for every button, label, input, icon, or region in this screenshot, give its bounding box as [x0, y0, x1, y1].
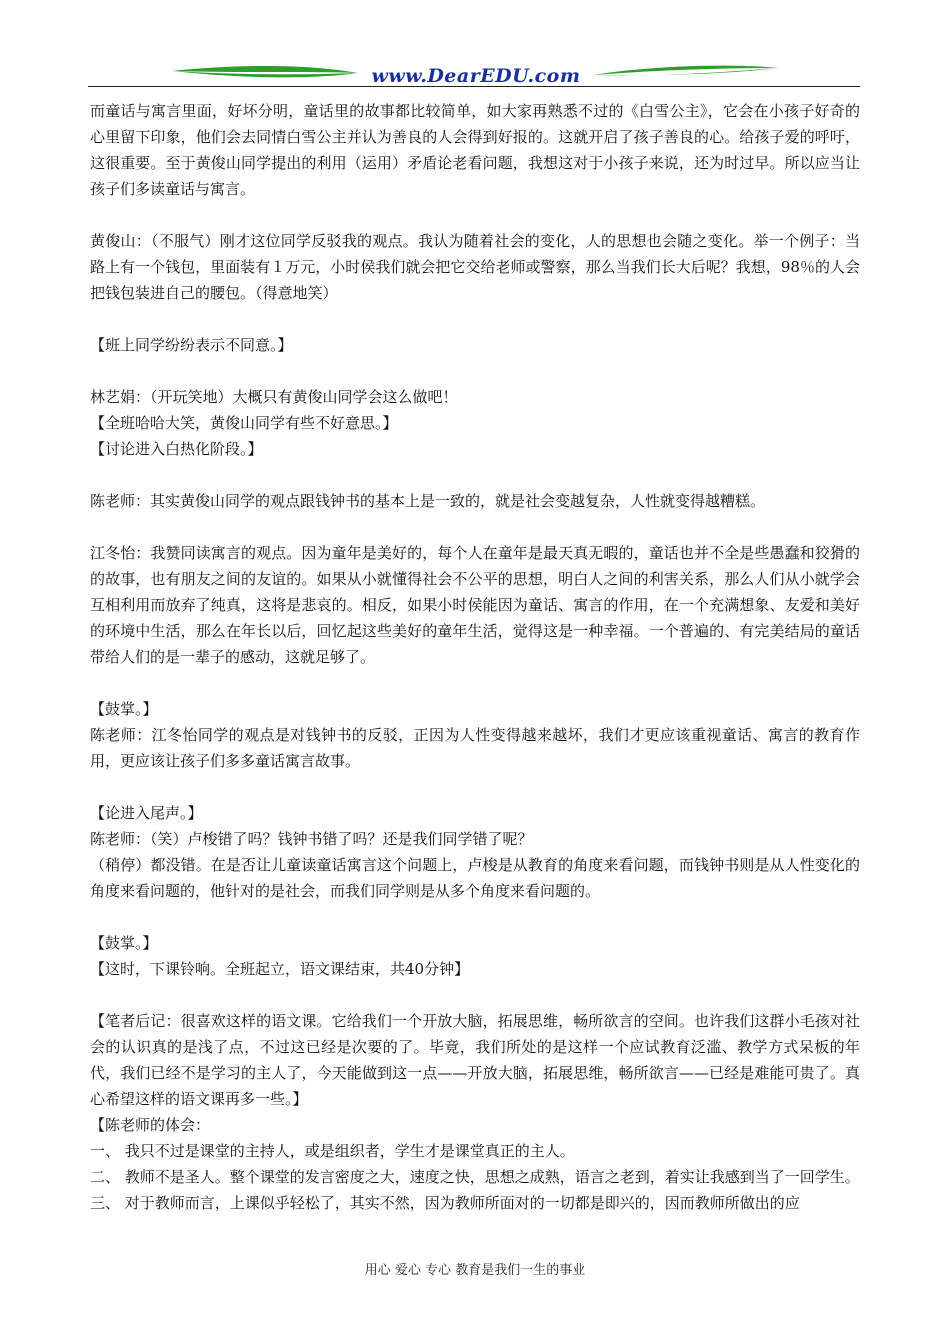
paragraph-gap [90, 202, 860, 228]
paragraph: 而童话与寓言里面，好坏分明，童话里的故事都比较简单，如大家再熟悉不过的《白雪公主》，它会在小孩子好奇的心里留下印象，他们会去同情白雪公主并认为善良的人会得到好报的。这就开启了孩子善良的心。给孩子爱的呼吁，这很重要。至于黄俊山同学提出的利用（运用）矛盾论老看问题，我想这对于小孩子来说，还为时过早。所以应当让孩子们多读童话与寓言。 [90, 102, 860, 198]
article-body [90, 98, 860, 1216]
paragraph: 【陈老师的体会： [90, 1116, 211, 1134]
paragraph: 【班上同学纷纷表示不同意。】 [90, 336, 293, 354]
page-header [88, 58, 860, 94]
paragraph-gap [90, 904, 860, 930]
paragraph: 【全班哈哈大笑，黄俊山同学有些不好意思。】 [90, 414, 398, 432]
paragraph: 【笔者后记：很喜欢这样的语文课。它给我们一个开放大脑，拓展思维，畅所欲言的空间。也许我们这群小毛孩对社会的认识真的是浅了点，不过这已经是次要的了。毕竟，我们所处的是这样一个应试教育泛滥、教学方式呆板的年代，我们已经不是学习的主人了，今天能做到这一点——开放大脑，拓展思维，畅所欲言——已经是难能可贵了。真心希望这样的语文课再多一些。】 [90, 1012, 860, 1108]
paragraph-gap [90, 514, 860, 540]
paragraph: 陈老师：江冬怡同学的观点是对钱钟书的反驳，正因为人性变得越来越坏，我们才更应该重视童话、寓言的教育作用，更应该让孩子们多多童话寓言故事。 [90, 726, 860, 770]
paragraph: 【论进入尾声。】 [90, 804, 203, 822]
paragraph-gap [90, 982, 860, 1008]
paragraph: 【鼓掌。】 [90, 934, 158, 952]
paragraph: 【鼓掌。】 [90, 700, 158, 718]
paragraph: 【讨论进入白热化阶段。】 [90, 440, 263, 458]
left-swoosh [172, 66, 358, 73]
paragraph: 林艺娟：（开玩笑地）大概只有黄俊山同学会这么做吧！ [90, 388, 458, 406]
paragraph-gap [90, 358, 860, 384]
page-footer: 用心 爱心 专心 教育是我们一生的事业 [364, 1263, 586, 1278]
paragraph: 陈老师：（笑）卢梭错了吗？钱钟书错了吗？还是我们同学错了呢？ [90, 830, 533, 848]
paragraph: 黄俊山：（不服气）刚才这位同学反驳我的观点。我认为随着社会的变化，人的思想也会随之变化。举一个例子：当路上有一个钱包，里面装有１万元，小时侯我们就会把它交给老师或警察，那么当我们长大后呢？我想，98％的人会把钱包装进自己的腰包。（得意地笑） [90, 232, 860, 302]
paragraph: 三、 对于教师而言，上课似乎轻松了，其实不然，因为教师所面对的一切都是即兴的，因而教师所做出的应 [90, 1194, 800, 1212]
paragraph: （稍停）都没错。在是否让儿童读童话寓言这个问题上，卢梭是从教育的角度来看问题，而钱钟书则是从人性变化的角度来看问题的，他针对的是社会，而我们同学则是从多个角度来看问题的。 [90, 856, 860, 900]
paragraph-gap [90, 462, 860, 488]
paragraph: 江冬怡：我赞同读寓言的观点。因为童年是美好的，每个人在童年是最天真无暇的，童话也并不全是些愚蠢和狡猾的的故事，也有朋友之间的友谊的。如果从小就懂得社会不公平的思想，明白人之间的利害关系，那么人们从小就学会互相利用而放弃了纯真，这将是悲哀的。相反，如果小时侯能因为童话、寓言的作用，在一个充满想象、友爱和美好的环境中生活，那么在年长以后，回忆起这些美好的童年生活，觉得这是一种幸福。一个普遍的、有完美结局的童话带给人们的是一辈子的感动，这就足够了。 [90, 544, 860, 666]
site-name: www.DearEDU.com [371, 65, 581, 87]
paragraph: 二、 教师不是圣人。整个课堂的发言密度之大，速度之快，思想之成熟，语言之老到，着实让我感到当了一回学生。 [90, 1168, 860, 1186]
paragraph-gap [90, 670, 860, 696]
paragraph: 【这时，下课铃响。全班起立，语文课结束，共40分钟】 [90, 960, 470, 978]
header-rule [88, 86, 860, 87]
paragraph: 一、 我只不过是课堂的主持人，或是组织者，学生才是课堂真正的主人。 [90, 1142, 575, 1160]
paragraph-gap [90, 774, 860, 800]
paragraph: 陈老师：其实黄俊山同学的观点跟钱钟书的基本上是一致的，就是社会变越复杂，人性就变得越糟糕。 [90, 492, 766, 510]
paragraph-gap [90, 306, 860, 332]
